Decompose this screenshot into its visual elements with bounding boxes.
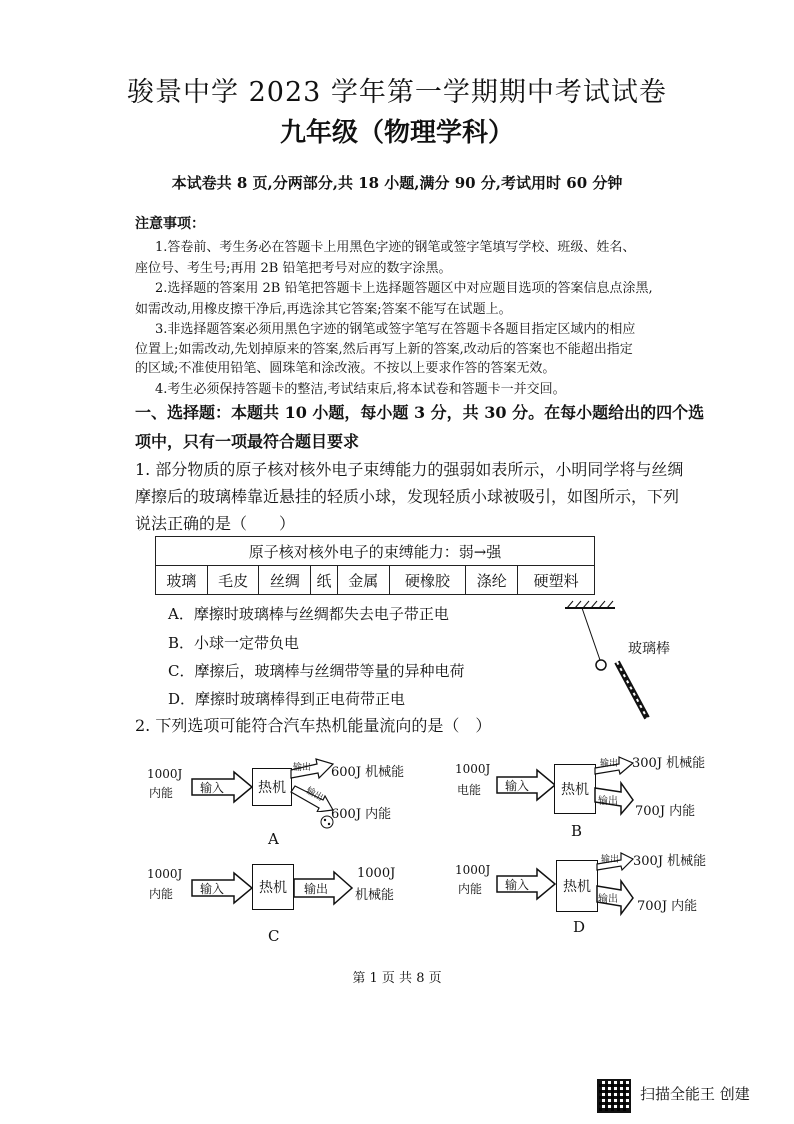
question-stem: 2. 下列选项可能符合汽车热机能量流向的是（ ） [135,716,492,735]
note-line: 座位号、考生号;再用 2B 铅笔把考号对应的数字涂黑。 [135,261,452,276]
input-value: 1000J [455,762,491,776]
table-cell: 玻璃 [156,566,208,595]
arrow-label: 输出 [600,759,619,769]
exam-subtitle: 九年级（物理学科） [279,118,514,148]
note-line: 1.答卷前、考生务必在答题卡上用黑色字迹的钢笔或签字笔填写学校、班级、姓名、 [155,240,636,255]
option-a: A．摩擦时玻璃棒与丝绸都失去电子带正电 [168,605,449,623]
note-line: 4.考生必须保持答题卡的整洁,考试结束后,将本试卷和答题卡一并交回。 [155,382,566,397]
output-text: 600J 机械能 [331,765,405,780]
binding-table [155,536,595,595]
output-text: 700J 内能 [635,804,696,819]
table-cell: 硬塑料 [518,566,595,595]
arrow-label: 输入 [200,781,225,795]
arrow-label: 输出 [293,763,312,773]
input-value: 1000J [455,863,491,877]
arrow-label: 输出 [598,894,618,905]
glass-rod-label: 玻璃棒 [628,641,670,657]
arrow-label: 输入 [505,779,530,793]
engine-box: 热机 [554,764,596,814]
output-text: 700J 内能 [637,899,698,914]
note-line: 2.选择题的答案用 2B 铅笔把答题卡上选择题答题区中对应题目选项的答案信息点涂黑, [155,281,653,296]
output-text: 300J 机械能 [632,756,706,771]
output-text: 600J 内能 [331,807,392,822]
question-stem: 摩擦后的玻璃棒靠近悬挂的轻质小球，发现轻质小球被吸引，如图所示，下列 [135,487,680,506]
input-value: 1000J [147,767,183,781]
option-b: B．小球一定带负电 [168,634,300,652]
scanner-watermark: 扫描全能王 创建 [640,1085,750,1103]
output-text: 300J 机械能 [633,854,707,869]
input-value: 1000J [147,867,183,881]
diagram-letter: C [268,927,280,945]
output-text: 1000J [357,866,396,881]
note-line: 如需改动,用橡皮擦干净后,再选涂其它答案;答案不能写在试题上。 [135,302,512,317]
arrow-label: 输出 [304,882,329,896]
qr-code-icon [597,1079,631,1113]
section-heading: 项中，只有一项最符合题目要求 [135,432,360,451]
arrow-label: 输出 [601,855,620,865]
table-cell: 硬橡胶 [389,566,466,595]
table-cell: 丝绸 [259,566,311,595]
stamp-mark-icon [320,815,334,829]
engine-box: 热机 [556,860,598,912]
note-line: 的区域;不准使用铅笔、圆珠笔和涂改液。不按以上要求作答的答案无效。 [135,361,556,376]
diagram-letter: B [571,822,583,840]
exam-title: 骏景中学 2023 学年第一学期期中考试试卷 [127,77,667,108]
page-number: 第 1 页 共 8 页 [352,971,442,986]
input-kind: 电能 [457,783,482,797]
diagram-letter: D [573,918,586,936]
arrow-label: 输出 [598,796,618,807]
note-line: 3.非选择题答案必须用黑色字迹的钢笔或签字笔写在答题卡各题目指定区域内的相应 [155,322,636,337]
engine-box: 热机 [252,768,292,806]
option-d: D．摩擦时玻璃棒得到正电荷带正电 [168,690,406,708]
table-cell: 毛皮 [207,566,259,595]
table-cell: 纸 [311,566,338,595]
exam-info: 本试卷共 8 页,分两部分,共 18 小题,满分 90 分,考试用时 60 分钟 [171,174,623,192]
arrow-label: 输出 [303,785,325,804]
input-kind: 内能 [458,882,483,896]
arrow-label: 输入 [505,878,530,892]
output-text: 机械能 [355,888,395,903]
table-header: 原子核对核外电子的束缚能力：弱→强 [156,537,595,566]
input-kind: 内能 [149,786,174,800]
section-heading: 一、选择题：本题共 10 小题，每小题 3 分，共 30 分。在每小题给出的四个选 [135,403,705,422]
question-stem: 说法正确的是（ ） [135,514,296,533]
diagram-letter: A [268,830,279,848]
table-cell: 金属 [337,566,389,595]
engine-box: 热机 [252,864,294,910]
pendulum-figure [555,600,695,725]
input-kind: 内能 [149,887,174,901]
option-c: C．摩擦后，玻璃棒与丝绸带等量的异种电荷 [168,662,465,680]
table-cell: 涤纶 [466,566,518,595]
note-line: 位置上;如需改动,先划掉原来的答案,然后再写上新的答案,改动后的答案也不能超出指定 [135,342,633,357]
notes-heading: 注意事项： [135,216,205,232]
arrow-label: 输入 [200,882,225,896]
question-stem: 1. 部分物质的原子核对核外电子束缚能力的强弱如表所示，小明同学将与丝绸 [135,460,684,479]
